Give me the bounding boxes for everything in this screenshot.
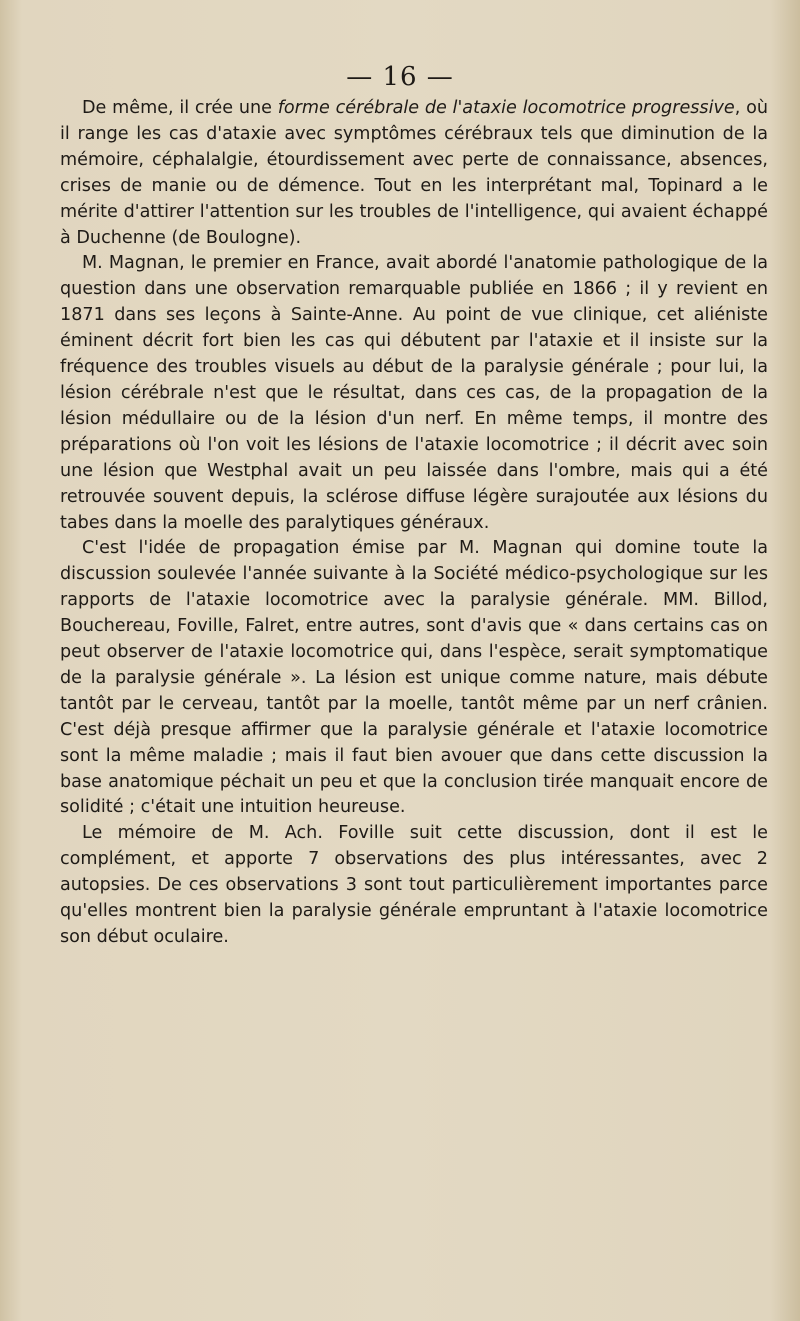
paragraph — [60, 536, 768, 821]
text-run: C'est l'idée de propagation émise par M. Magnan qui domine toute la discussion soulevée l'année suivante à la Société médico-psychologique sur les rapports de l'ataxie locomotrice avec la paralysie générale. MM. Billod, Bouchereau, Foville, Falret, entre autres, sont d'avis que « dans certains cas on peut observer de l'ataxie locomotrice qui, dans l'espèce, serait symptomatique de la paralysie générale ». La lésion est unique comme nature, mais débute tantôt par le cerveau, tantôt par la moelle, tantôt même par un nerf crânien. C'est déjà presque affirmer que la paralysie générale et l'ataxie locomotrice sont la même maladie ; mais il faut bien avouer que dans cette discussion la base anatomique péchait un peu et que la conclusion tirée manquait encore de solidité ; c'était une intuition heureuse. — [60, 538, 768, 818]
paragraph — [60, 96, 768, 251]
paragraph — [60, 251, 768, 536]
paragraph — [60, 821, 768, 951]
text-run: M. Magnan, le premier en France, avait abordé l'anatomie pathologique de la question dans une observation remarquable publiée en 1866 ; il y revient en 1871 dans ses leçons à Sainte-Anne. Au point de vue clinique, cet aliéniste éminent décrit fort bien les cas qui débutent par l'ataxie et il insiste sur la fréquence des troubles visuels au début de la paralysie générale ; pour lui, la lésion cérébrale n'est que le résultat, dans ces cas, de la propagation de la lésion médullaire ou de la lésion d'un nerf. En même temps, il montre des préparations où l'on voit les lésions de l'ataxie locomotrice ; il décrit avec soin une lésion que Westphal avait un peu laissée dans l'ombre, mais qui a été retrouvée souvent depuis, la sclérose diffuse légère surajoutée aux lésions du tabes dans la moelle des paralytiques généraux. — [60, 253, 768, 533]
text-run: De même, il crée une — [82, 98, 278, 118]
text-run: , où il range les cas d'ataxie avec symptômes cérébraux tels que diminution de la mémoire, céphalalgie, étourdissement avec perte de connaissance, absences, crises de manie ou de démence. Tout en les interprétant mal, Topinard a le mérite d'attirer l'attention sur les troubles de l'intelligence, qui avaient échappé à Duchenne (de Boulogne). — [60, 98, 768, 248]
page-number: — 16 — — [346, 62, 454, 92]
italic-text: forme cérébrale de l'ataxie locomotrice progressive — [277, 98, 735, 118]
text-run: Le mémoire de M. Ach. Foville suit cette discussion, dont il est le complément, et apporte 7 observations des plus intéressantes, avec 2 autopsies. De ces observations 3 sont tout particulièrement importantes parce qu'elles montrent bien la paralysie générale empruntant à l'ataxie locomotrice son début oculaire. — [60, 823, 768, 947]
body-text — [60, 96, 768, 951]
